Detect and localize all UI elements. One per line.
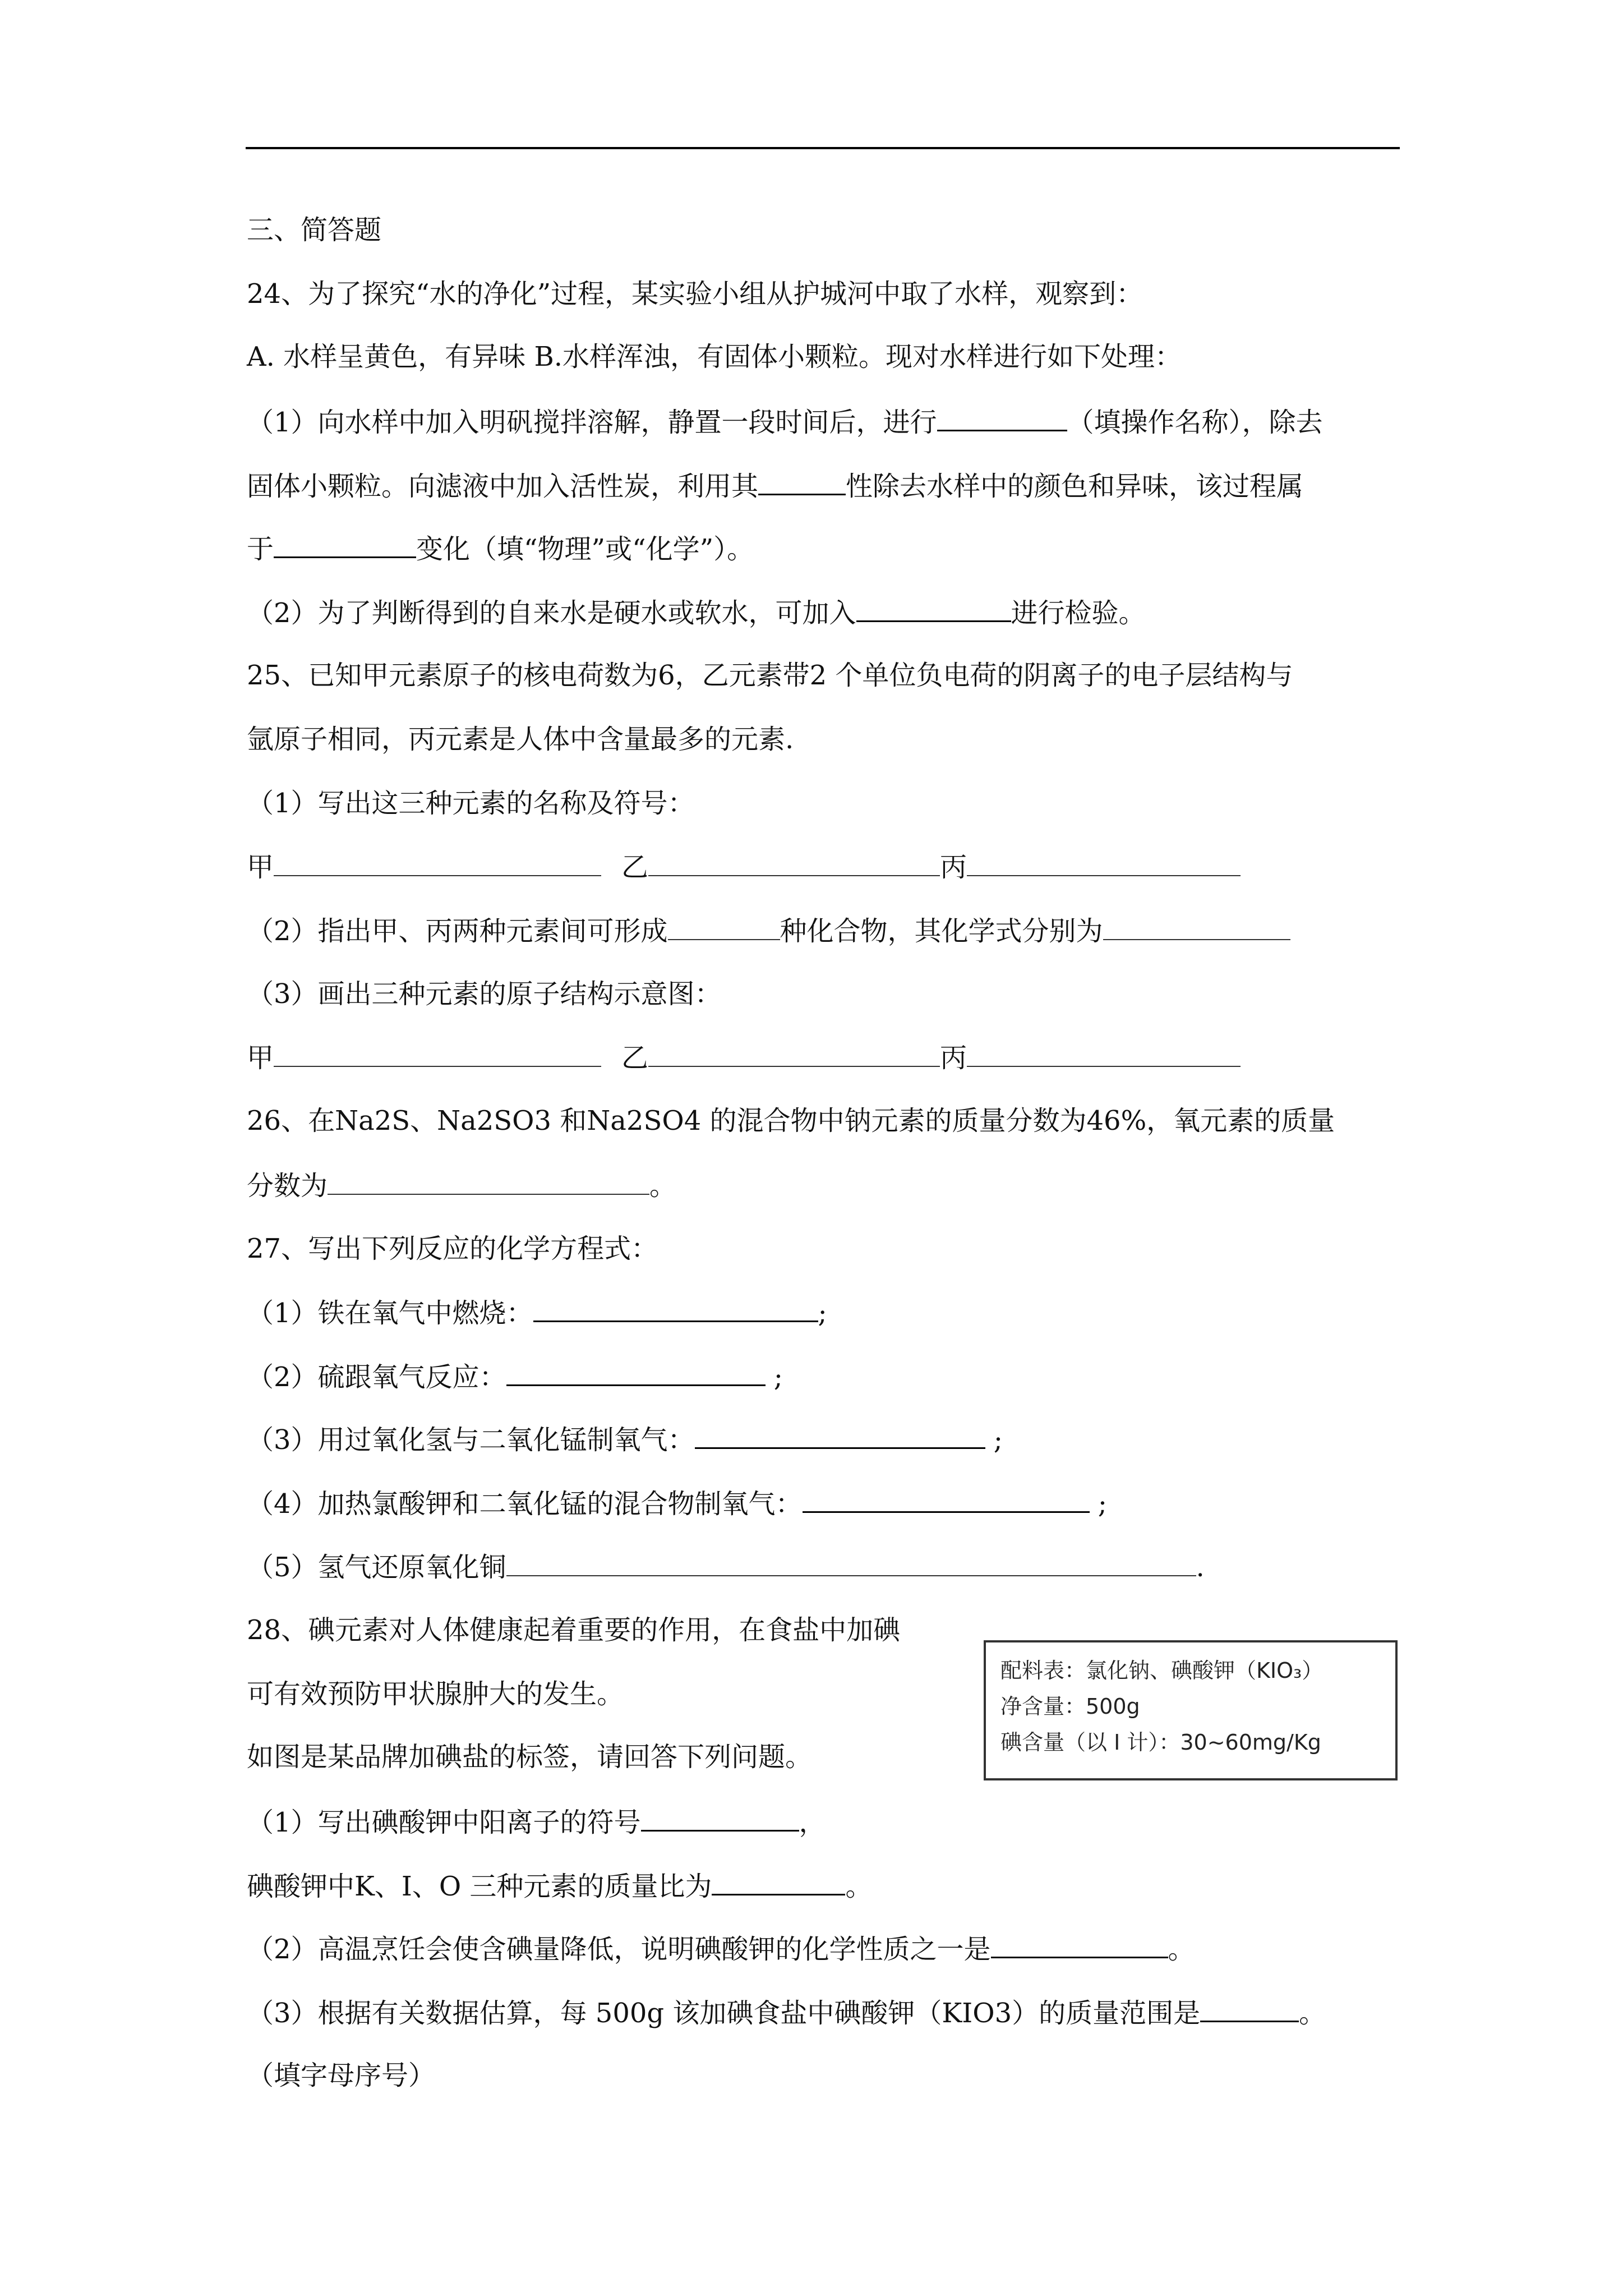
- q24-line-5: 于 变化（填“物理”或“化学”）。: [247, 531, 754, 566]
- q28-line-6: （2）高温烹饪会使含碘量降低，说明碘酸钾的化学性质之一是 。: [247, 1931, 1195, 1966]
- blank-mass-ratio[interactable]: [712, 1868, 845, 1895]
- q28-line-2: 可有效预防甲状腺肿大的发生。: [247, 1678, 624, 1710]
- blank-reagent[interactable]: [856, 595, 1011, 622]
- blank-equation-4[interactable]: [803, 1485, 1090, 1513]
- blank-operation[interactable]: [937, 404, 1067, 431]
- blank-cation-symbol[interactable]: [641, 1804, 799, 1832]
- blank-element-yi[interactable]: [648, 849, 940, 876]
- blank-equation-2[interactable]: [506, 1359, 766, 1386]
- q24-line-4: 固体小颗粒。向滤液中加入活性炭，利用其 性除去水样中的颜色和异味，该过程属: [247, 468, 1303, 503]
- q25-line-5: （2）指出甲、丙两种元素间可形成 种化合物，其化学式分别为: [247, 913, 1290, 948]
- salt-label-figure: [984, 1640, 1398, 1780]
- blank-oxygen-fraction[interactable]: [328, 1168, 649, 1195]
- q27-item-5: （5）氢气还原氧化铜 .: [247, 1549, 1205, 1584]
- q25-line-1: 25、已知甲元素原子的核电荷数为6，乙元素带2 个单位负电荷的阴离子的电子层结构与: [247, 660, 1293, 691]
- q27-item-1: （1）铁在氧气中燃烧： ;: [247, 1295, 827, 1330]
- q26-line-1: 26、在Na2S、Na2SO3 和Na2SO4 的混合物中钠元素的质量分数为46%，氧元素的质量: [247, 1105, 1335, 1137]
- q28-line-7: （3）根据有关数据估算，每 500g 该加碘食盐中碘酸钾（KIO3）的质量范围是 。: [247, 1995, 1326, 2030]
- section-title: 三、简答题: [247, 214, 382, 246]
- q25-element-row-2: 甲 乙 丙: [247, 1040, 1241, 1075]
- header-rule: [246, 147, 1400, 149]
- blank-structure-bing[interactable]: [967, 1040, 1241, 1067]
- q27-item-3: （3）用过氧化氢与二氧化锰制氧气： ;: [247, 1421, 1003, 1457]
- blank-change-type[interactable]: [274, 531, 416, 558]
- blank-equation-3[interactable]: [695, 1421, 985, 1449]
- blank-element-jia[interactable]: [274, 849, 601, 876]
- q28-line-1: 28、碘元素对人体健康起着重要的作用，在食盐中加碘: [247, 1614, 901, 1646]
- blank-equation-5[interactable]: [506, 1549, 1196, 1576]
- blank-element-bing[interactable]: [967, 849, 1241, 876]
- q27-line-1: 27、写出下列反应的化学方程式：: [247, 1233, 658, 1264]
- blank-formulas[interactable]: [1103, 913, 1290, 940]
- q25-line-3: （1）写出这三种元素的名称及符号：: [247, 788, 695, 819]
- q27-item-4: （4）加热氯酸钾和二氧化锰的混合物制氧气： ;: [247, 1485, 1107, 1521]
- q25-element-row-1: 甲 乙 丙: [247, 849, 1241, 884]
- blank-structure-yi[interactable]: [648, 1040, 940, 1067]
- label-ingredients: 配料表：氯化钠、碘酸钾（KIO₃）: [1000, 1658, 1324, 1683]
- q28-line-3: 如图是某品牌加碘盐的标签，请回答下列问题。: [247, 1741, 813, 1773]
- q28-line-8: （填字母序号）: [247, 2060, 436, 2091]
- q24-line-1: 24、为了探究“水的净化”过程，某实验小组从护城河中取了水样，观察到：: [247, 278, 1144, 310]
- q24-line-2: A. 水样呈黄色，有异味 B.水样浑浊，有固体小颗粒。现对水样进行如下处理：: [247, 341, 1182, 372]
- q27-item-2: （2）硫跟氧气反应： ;: [247, 1359, 783, 1394]
- label-net-weight: 净含量：500g: [1000, 1694, 1140, 1719]
- q25-line-2: 氩原子相同，丙元素是人体中含量最多的元素.: [247, 724, 794, 755]
- q28-line-5: 碘酸钾中K、I、O 三种元素的质量比为 。: [247, 1868, 872, 1903]
- blank-property[interactable]: [758, 468, 846, 495]
- q24-line-3: （1）向水样中加入明矾搅拌溶解，静置一段时间后，进行 （填操作名称），除去: [247, 404, 1323, 439]
- blank-mass-range[interactable]: [1200, 1995, 1299, 2022]
- blank-structure-jia[interactable]: [274, 1040, 601, 1067]
- q28-line-4: （1）写出碘酸钾中阳离子的符号 ，: [247, 1804, 826, 1839]
- q26-line-2: 分数为 。: [247, 1168, 676, 1203]
- blank-chemical-property[interactable]: [991, 1931, 1168, 1958]
- label-iodine-content: 碘含量（以 I 计）：30~60mg/Kg: [1000, 1730, 1321, 1755]
- q25-line-6: （3）画出三种元素的原子结构示意图：: [247, 978, 722, 1010]
- q24-line-6: （2）为了判断得到的自来水是硬水或软水，可加入 进行检验。: [247, 595, 1146, 630]
- blank-equation-1[interactable]: [533, 1295, 818, 1322]
- blank-compound-count[interactable]: [668, 913, 780, 940]
